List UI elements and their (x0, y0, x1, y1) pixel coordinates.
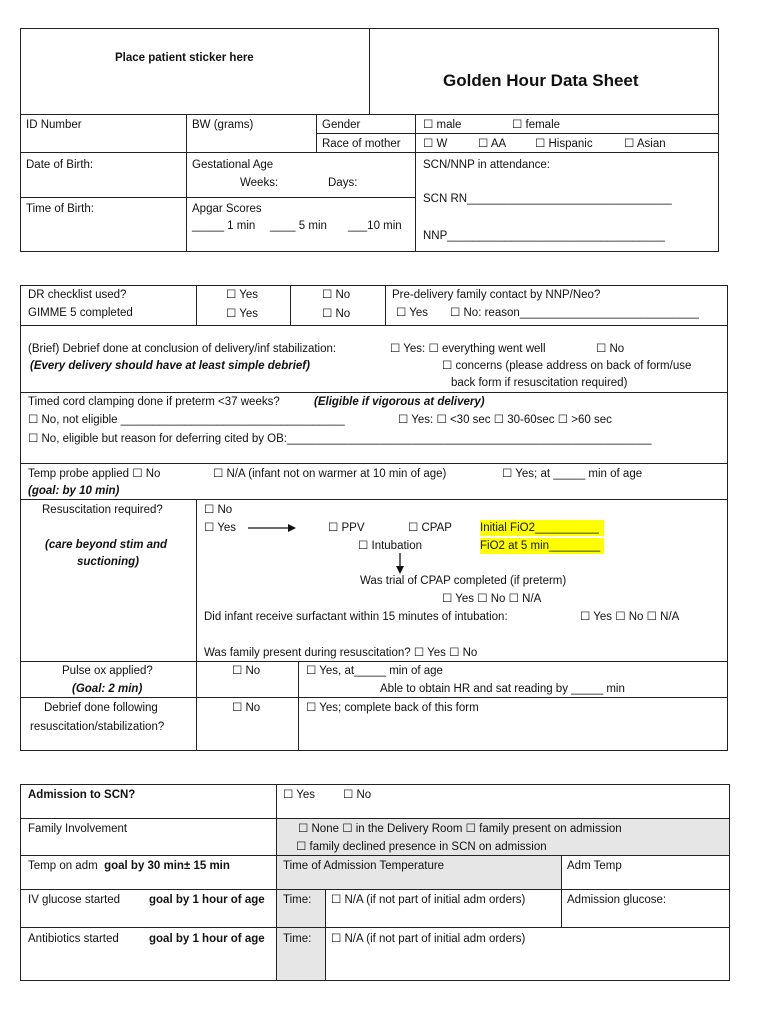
divider (385, 285, 386, 325)
debrief-label: (Brief) Debrief done at conclusion of delivery/inf stabilization: (28, 343, 337, 355)
divider (325, 889, 326, 981)
race-asian-checkbox[interactable]: ☐ Asian (624, 138, 666, 150)
resuscitation-note-cont: suctioning) (77, 556, 139, 568)
admission-no[interactable]: ☐ No (343, 789, 372, 801)
divider (20, 499, 728, 500)
weeks-label: Weeks: (240, 177, 279, 189)
debrief-concerns[interactable]: ☐ concerns (please address on back of form/use (442, 360, 692, 372)
days-label: Days: (328, 177, 358, 189)
iv-glucose-goal: goal by 1 hour of age (149, 894, 265, 906)
arrow-down-icon (394, 553, 406, 575)
apgar-label: Apgar Scores (192, 203, 262, 215)
hr-sat-reading[interactable]: Able to obtain HR and sat reading by _____ min (380, 683, 625, 695)
family-declined-checkbox[interactable]: ☐ family declined presence in SCN on admission (296, 841, 547, 853)
nnp-field[interactable]: NNP__________________________________ (423, 230, 665, 242)
admission-yes[interactable]: ☐ Yes (283, 789, 316, 801)
pre-delivery-yes[interactable]: ☐ Yes (396, 307, 429, 319)
temp-adm-label: Temp on adm goal by 30 min± 15 min (28, 860, 230, 872)
divider (276, 784, 277, 981)
tob-label: Time of Birth: (26, 203, 94, 215)
pre-delivery-contact-label: Pre-delivery family contact by NNP/Neo? (392, 289, 601, 301)
pulse-ox-yes[interactable]: ☐ Yes, at_____ min of age (306, 665, 443, 677)
resuscitation-no[interactable]: ☐ No (204, 504, 233, 516)
gimme5-label: GIMME 5 completed (28, 307, 133, 319)
family-involvement-label: Family Involvement (28, 823, 128, 835)
scn-rn-field[interactable]: SCN RN________________________________ (423, 193, 672, 205)
gestational-age-label: Gestational Age (192, 159, 274, 171)
gender-label: Gender (322, 119, 361, 131)
race-aa-checkbox[interactable]: ☐ AA (478, 138, 507, 150)
debrief-yes-went-well[interactable]: ☐ Yes: ☐ everything went well (390, 343, 546, 355)
debrief-concerns-cont: back form if resuscitation required) (451, 377, 628, 389)
divider (20, 197, 415, 198)
divider (369, 28, 370, 114)
cord-yes-timing[interactable]: ☐ Yes: ☐ <30 sec ☐ 30-60sec ☐ >60 sec (398, 414, 612, 426)
divider (316, 133, 719, 134)
birth-weight-label: BW (grams) (192, 119, 254, 131)
antibiotics-goal: goal by 1 hour of age (149, 933, 265, 945)
patient-sticker-label: Place patient sticker here (115, 52, 254, 64)
debrief-following-label: Debrief done following (44, 702, 158, 714)
dob-label: Date of Birth: (26, 159, 94, 171)
pulse-ox-no[interactable]: ☐ No (232, 665, 261, 677)
divider (20, 661, 728, 662)
debrief-note: (Every delivery should have at least simple debrief) (30, 360, 310, 372)
resuscitation-note: (care beyond stim and (45, 539, 168, 551)
intubation-checkbox[interactable]: ☐ Intubation (358, 540, 423, 552)
race-label: Race of mother (322, 138, 401, 150)
divider (20, 889, 730, 890)
race-w-checkbox[interactable]: ☐ W (423, 138, 448, 150)
divider (196, 285, 197, 325)
adm-temp-label: Adm Temp (567, 860, 622, 872)
dr-checklist-no[interactable]: ☐ No (322, 289, 351, 301)
admission-glucose-label: Admission glucose: (567, 894, 667, 906)
cpap-checkbox[interactable]: ☐ CPAP (408, 522, 452, 534)
temp-probe-na[interactable]: ☐ N/A (infant not on warmer at 10 min of age) (213, 468, 447, 480)
apgar-1-field[interactable]: _____ 1 min (192, 220, 256, 232)
divider (186, 114, 187, 252)
resuscitation-yes[interactable]: ☐ Yes (204, 522, 237, 534)
surfactant-options[interactable]: ☐ Yes ☐ No ☐ N/A (580, 611, 680, 623)
iv-time-label: Time: (283, 894, 312, 906)
cord-deferred-reason[interactable]: ☐ No, eligible but reason for deferring cited by OB:_________________________________________________________ (28, 433, 652, 445)
iv-glucose-label: IV glucose started (28, 894, 121, 906)
divider (20, 463, 728, 464)
cpap-trial-label: Was trial of CPAP completed (if preterm) (360, 575, 567, 587)
divider (20, 855, 730, 856)
divider (298, 661, 299, 751)
admission-table (20, 784, 730, 981)
apgar-10-field[interactable]: ___10 min (348, 220, 402, 232)
debrief-following-no[interactable]: ☐ No (232, 702, 261, 714)
resuscitation-label: Resuscitation required? (42, 504, 163, 516)
initial-fio2-field[interactable]: Initial FiO2__________ (480, 520, 604, 536)
race-hispanic-checkbox[interactable]: ☐ Hispanic (535, 138, 593, 150)
apgar-5-field[interactable]: ____ 5 min (270, 220, 327, 232)
divider (415, 114, 416, 252)
female-checkbox[interactable]: ☐ female (512, 119, 561, 131)
debrief-following-yes[interactable]: ☐ Yes; complete back of this form (306, 702, 479, 714)
divider (20, 325, 728, 326)
male-checkbox[interactable]: ☐ male (423, 119, 462, 131)
cpap-trial-options[interactable]: ☐ Yes ☐ No ☐ N/A (442, 593, 542, 605)
divider (20, 392, 728, 393)
dr-checklist-yes[interactable]: ☐ Yes (226, 289, 259, 301)
divider (20, 114, 719, 115)
divider (20, 697, 728, 698)
divider (20, 818, 730, 819)
debrief-no[interactable]: ☐ No (596, 343, 625, 355)
surfactant-label: Did infant receive surfactant within 15 minutes of intubation: (204, 611, 508, 623)
divider (20, 152, 719, 153)
divider (561, 855, 562, 927)
temp-probe-no[interactable]: Temp probe applied ☐ No (28, 468, 161, 480)
admission-temp-time-label: Time of Admission Temperature (283, 860, 445, 872)
pulse-ox-goal: (Goal: 2 min) (72, 683, 143, 695)
cord-eligible-note: (Eligible if vigorous at delivery) (314, 396, 485, 408)
gimme5-no[interactable]: ☐ No (322, 308, 351, 320)
debrief-following-label-cont: resuscitation/stabilization? (30, 721, 165, 733)
arrow-right-icon (248, 522, 298, 534)
page-title: Golden Hour Data Sheet (443, 71, 639, 90)
admission-label: Admission to SCN? (28, 789, 136, 801)
cord-clamping-label: Timed cord clamping done if preterm <37 weeks? (28, 396, 280, 408)
iv-na-checkbox[interactable]: ☐ N/A (if not part of initial adm orders) (331, 894, 526, 906)
id-number-label: ID Number (26, 119, 82, 131)
family-present-question[interactable]: Was family present during resuscitation? ☐ Yes ☐ No (204, 647, 478, 659)
antibiotics-label: Antibiotics started (28, 933, 119, 945)
divider (196, 499, 197, 751)
temp-goal-note: (goal: by 10 min) (28, 485, 120, 497)
abx-time-label: Time: (283, 933, 312, 945)
pre-delivery-no-reason[interactable]: ☐ No: reason____________________________ (450, 307, 699, 319)
ppv-checkbox[interactable]: ☐ PPV (328, 522, 365, 534)
fio2-5min-field[interactable]: FiO2 at 5 min________ (480, 538, 604, 554)
cord-not-eligible[interactable]: ☐ No, not eligible ___________________________________ (28, 414, 345, 426)
divider (20, 927, 730, 928)
dr-checklist-label: DR checklist used? (28, 289, 127, 301)
abx-na-checkbox[interactable]: ☐ N/A (if not part of initial adm orders) (331, 933, 526, 945)
temp-probe-yes[interactable]: ☐ Yes; at _____ min of age (502, 468, 643, 480)
scn-attendance-label: SCN/NNP in attendance: (423, 159, 550, 171)
family-involvement-options[interactable]: ☐ None ☐ in the Delivery Room ☐ family present on admission (298, 823, 622, 835)
pulse-ox-label: Pulse ox applied? (62, 665, 153, 677)
divider (290, 285, 291, 325)
gimme5-yes[interactable]: ☐ Yes (226, 308, 259, 320)
